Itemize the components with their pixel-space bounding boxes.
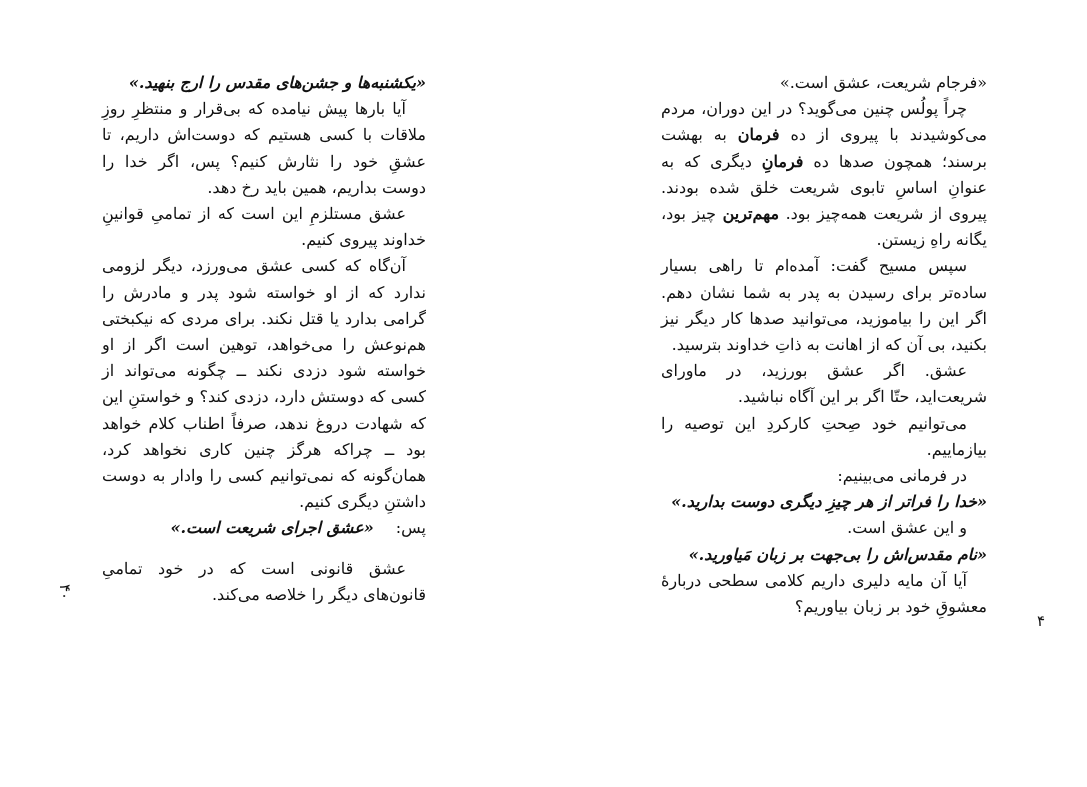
body-text: آیا بارها پیش نیامده که بی‌قرار و منتظرِ روزِ ملاقات با کسی هستیم که دوست‌اش داریم، تا عشقِ خود را نثارش کنیم؟ پس، اگر خدا را دوست بداریم، همین باید رخ دهد. [102,99,426,197]
right-page-body [661,70,987,620]
body-text: می‌توانیم خود صِحتِ کارکردِ این توصیه را بیازماییم. [661,413,987,459]
body-text: و این عشق است. [847,518,967,538]
paragraph-p9 [661,542,987,568]
body-text: عشق مستلزمِ این است که از تمامیِ قوانینِ خداوند پیروی کنیم. [102,204,426,250]
body-text: دیگری که به عنوانِ اساسِ تابوی شریعت خلق شده بودند. پیروی از شریعت همه‌چیز بود. [661,151,987,224]
paragraph-p10 [661,568,987,620]
paragraph-p2 [661,96,987,253]
paragraph-p8 [661,515,987,541]
left-page [102,70,426,608]
section-gap [102,542,426,556]
closing-quote: «عشق اجرای شریعت است.» [170,518,374,538]
body-text: عشق قانونی است که در خود تمامیِ قانون‌های دیگر را خلاصه می‌کند. [102,558,426,604]
paragraph-q1 [102,70,426,96]
paragraph-p1 [661,70,987,96]
paragraph-p3 [661,253,987,358]
body-text: در فرمانی می‌بینیم: [837,466,967,486]
body-text: آن‌گاه که کسی عشق می‌ورزد، دیگر لزومی ندارد که از او خواسته شود پدر و مادرش را گرامی بدارد یا قتل نکند. برای مردی که نیکبختی هم‌نوعش را می‌خواهد، توهین است اگر از او خواسته شود دزدی نکند ــ چگونه می‌تواند از کسی که دوستش دارد، دزدی کند؟ و خواستنِ این که شهادت دروغ ندهد، صرفاً اطناب کلام خواهد بود ــ چراکه هرگز چنین کاری نخواهد کرد، همان‌گونه که نمی‌توانیم کسی را وادار به دوست داشتنِ دیگری کنیم. [102,256,426,512]
left-page-number: ۴۰ [56,584,74,601]
paragraph-q4 [102,253,426,515]
body-text: آیا آن مایه دلیری داریم کلامی سطحی دربارهٔ معشوقِ خود بر زبان بیاوریم؟ [661,570,987,617]
left-page-top-body [102,70,426,515]
emphasis-text: فرمان [737,125,780,145]
body-text: عشق. اگر عشق بورزید، در ماورای شریعت‌اید، حتّا اگر بر این آگاه نباشید. [661,361,987,407]
closing-lead: پس: [395,518,426,538]
closing-statement [102,515,426,541]
body-text: «فرجام شریعت، عشق است.» [779,73,987,92]
left-page-bottom-body [102,556,426,608]
paragraph-p6 [661,463,987,489]
body-text: به بهشت برسند؛ همچون صدها ده [661,125,987,171]
body-text: چراً پولُس چنین می‌گوید؟ در این دوران، مردم می‌کوشیدند با پیروی از ده [661,99,987,145]
emphasis-text: فرمانِ [761,151,804,171]
paragraph-p7 [661,489,987,515]
paragraph-q2 [102,96,426,201]
emphasis-text: «خدا را فراتر از هر چیزِ دیگری دوست بدارید.» [671,492,987,512]
emphasis-text: مهم‌ترین [722,204,780,224]
body-text: سپس مسیح گفت: آمده‌ام تا راهی بسیار ساده‌تر برای رسیدن به پدر به شما نشان دهم. اگر این را بیاموزید، می‌توانید صدها کار دیگر نیز بکنید، بی آن که از اهانت به ذاتِ خداوند بترسید. [661,256,987,355]
paragraph-q3 [102,201,426,253]
paragraph-q5 [102,556,426,608]
paragraph-p5 [661,411,987,463]
emphasis-text: «یکشنبه‌ها و جشن‌های مقدس را ارج بنهید.» [128,73,426,92]
paragraph-p4 [661,358,987,410]
right-page-number: ۴ [1037,612,1046,630]
emphasis-text: «نام مقدس‌اش را بی‌جهت بر زبان مَیاورید.» [688,544,987,564]
body-text: چیز بود، یگانه راهِ زیستن. [661,204,987,250]
right-page [661,70,987,620]
